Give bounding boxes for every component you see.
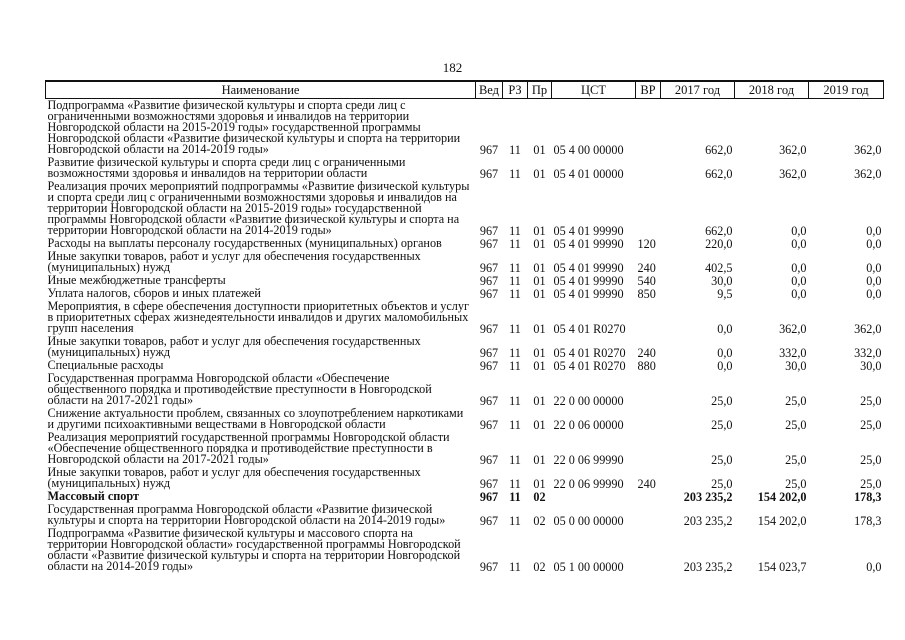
table-row — [46, 156, 884, 180]
row-name: Государственная программа Новгородской области «Развитие физической культуры и спорта на территории Новгородской области на 2014-2019 годы» — [47, 502, 446, 527]
row-2018: 0,0 — [791, 237, 807, 251]
row-cst: 05 4 01 99990 — [553, 287, 624, 301]
row-2018: 0,0 — [791, 224, 807, 238]
row-pr: 01 — [533, 167, 546, 181]
table-row — [46, 250, 884, 274]
row-cst: 05 4 01 99990 — [553, 261, 624, 275]
row-vr: 240 — [637, 346, 656, 360]
row-2019: 362,0 — [854, 143, 882, 157]
row-2018: 332,0 — [779, 346, 807, 360]
row-2017: 0,0 — [717, 322, 733, 336]
row-2017: 30,0 — [711, 274, 733, 288]
table-row — [46, 407, 884, 431]
row-pr: 01 — [533, 274, 546, 288]
row-ved: 967 — [479, 287, 499, 301]
row-2017: 25,0 — [711, 394, 733, 408]
row-2019: 0,0 — [866, 237, 882, 251]
row-2018: 0,0 — [791, 287, 807, 301]
row-2018: 30,0 — [785, 359, 807, 373]
row-2017: 25,0 — [711, 453, 733, 467]
row-2019: 0,0 — [866, 560, 882, 574]
row-cst: 05 4 01 00000 — [553, 167, 624, 181]
row-ved: 967 — [479, 359, 499, 373]
row-2019: 332,0 — [854, 346, 882, 360]
row-ved: 967 — [479, 322, 499, 336]
row-2017: 662,0 — [705, 224, 733, 238]
row-ved: 967 — [479, 167, 499, 181]
row-name: Государственная программа Новгородской области «Обеспечение общественного порядка и противодействие преступности в Новгородской области на 2017-2021 годы» — [47, 371, 432, 407]
row-ved: 967 — [479, 237, 499, 251]
row-vr: 540 — [637, 274, 656, 288]
table-row — [46, 180, 884, 237]
row-vr — [636, 372, 661, 407]
row-rz: 11 — [509, 359, 521, 373]
table-row — [46, 503, 884, 527]
row-pr: 01 — [533, 477, 546, 491]
row-cst: 05 4 01 99990 — [553, 274, 624, 288]
row-rz: 11 — [509, 322, 521, 336]
row-2018: 362,0 — [779, 167, 807, 181]
table-body — [46, 99, 884, 574]
row-pr: 01 — [533, 143, 546, 157]
table-row — [46, 431, 884, 466]
row-vr — [636, 300, 661, 335]
row-2019: 362,0 — [854, 167, 882, 181]
row-pr: 01 — [533, 394, 546, 408]
row-2017: 25,0 — [711, 477, 733, 491]
row-cst: 22 0 06 99990 — [553, 477, 624, 491]
row-2017: 0,0 — [717, 359, 733, 373]
row-ved: 967 — [479, 477, 499, 491]
row-cst: 05 4 01 R0270 — [553, 322, 626, 336]
row-pr: 01 — [533, 237, 546, 251]
row-rz: 11 — [509, 274, 521, 288]
row-rz: 11 — [509, 261, 521, 275]
row-pr: 01 — [533, 261, 546, 275]
row-ved: 967 — [479, 346, 499, 360]
row-ved: 967 — [479, 453, 499, 467]
row-vr: 240 — [637, 261, 656, 275]
row-2017: 662,0 — [705, 167, 733, 181]
row-cst: 22 0 06 99990 — [553, 453, 624, 467]
row-ved: 967 — [479, 224, 499, 238]
row-pr: 01 — [533, 322, 546, 336]
header-pr: Пр — [528, 81, 552, 99]
header-2018: 2018 год — [735, 81, 809, 99]
row-pr: 01 — [533, 418, 546, 432]
row-name: Иные закупки товаров, работ и услуг для обеспечения государственных (муниципальных) нужд — [47, 249, 421, 274]
row-2019: 0,0 — [866, 287, 882, 301]
row-pr: 01 — [533, 346, 546, 360]
row-ved: 967 — [479, 560, 499, 574]
table-row — [46, 372, 884, 407]
row-name: Подпрограмма «Развитие физической культуры и спорта среди лиц с ограниченными возможностями здоровья и инвалидов на территории Новгородской области на 2015-2019 годы» государственной программы Новгородской области «Развитие физической культуры и спорта на территории Новгородской области на 2014-2019 годы» — [47, 98, 461, 156]
row-vr — [636, 156, 661, 180]
row-2018: 154 202,0 — [757, 490, 807, 504]
row-ved: 967 — [479, 490, 499, 504]
table-row — [46, 335, 884, 359]
row-2018: 25,0 — [785, 453, 807, 467]
row-2017: 203 235,2 — [683, 490, 733, 504]
row-name: Иные закупки товаров, работ и услуг для обеспечения государственных (муниципальных) нужд — [47, 334, 421, 359]
row-cst: 05 0 00 00000 — [553, 514, 624, 528]
page-number: 182 — [442, 60, 463, 75]
row-name: Расходы на выплаты персоналу государственных (муниципальных) органов — [47, 236, 442, 250]
row-2018: 25,0 — [785, 394, 807, 408]
row-vr — [636, 407, 661, 431]
row-name: Иные закупки товаров, работ и услуг для обеспечения государственных (муниципальных) нужд — [47, 465, 421, 490]
row-ved: 967 — [479, 261, 499, 275]
row-2018: 0,0 — [791, 261, 807, 275]
row-2017: 203 235,2 — [683, 514, 733, 528]
row-name: Снижение актуальности проблем, связанных со злоупотреблением наркотиками и другими психоактивными веществами в Новгородской области — [47, 406, 464, 431]
row-name: Развитие физической культуры и спорта среди лиц с ограниченными возможностями здоровья и инвалидов на территории области — [47, 155, 406, 180]
header-name: Наименование — [46, 81, 476, 99]
row-2018: 0,0 — [791, 274, 807, 288]
row-cst: 22 0 00 00000 — [553, 394, 624, 408]
row-vr — [636, 180, 661, 237]
row-cst: 05 1 00 00000 — [553, 560, 624, 574]
row-cst: 05 4 01 99990 — [553, 224, 624, 238]
row-2018: 25,0 — [785, 418, 807, 432]
row-vr — [636, 431, 661, 466]
row-rz: 11 — [509, 418, 521, 432]
row-2017: 662,0 — [705, 143, 733, 157]
row-name: Массовый спорт — [47, 489, 140, 503]
row-pr: 02 — [533, 490, 546, 504]
table-row — [46, 466, 884, 490]
row-cst: 22 0 06 00000 — [553, 418, 624, 432]
row-name: Подпрограмма «Развитие физической культуры и массового спорта на территории Новгородской области» государственной программы Новгородской области «Развитие физической культуры и спорта на территории Новгородской области на 2014-2019 годы» — [47, 526, 461, 573]
row-ved: 967 — [479, 143, 499, 157]
row-vr — [636, 503, 661, 527]
row-2017: 220,0 — [705, 237, 733, 251]
header-ved: Вед — [476, 81, 503, 99]
row-2019: 25,0 — [860, 418, 882, 432]
table-header-row — [46, 81, 884, 99]
row-2019: 25,0 — [860, 453, 882, 467]
row-rz: 11 — [509, 453, 521, 467]
row-rz: 11 — [509, 237, 521, 251]
row-cst: 05 4 01 99990 — [553, 237, 624, 251]
row-vr: 240 — [637, 477, 656, 491]
row-vr: 120 — [637, 237, 656, 251]
row-pr: 01 — [533, 453, 546, 467]
row-rz: 11 — [509, 490, 521, 504]
header-cst: ЦСТ — [552, 81, 636, 99]
row-pr: 02 — [533, 514, 546, 528]
row-pr: 02 — [533, 560, 546, 574]
header-2017: 2017 год — [661, 81, 735, 99]
row-2019: 362,0 — [854, 322, 882, 336]
row-vr: 880 — [637, 359, 656, 373]
header-rz: РЗ — [503, 81, 528, 99]
row-cst — [552, 490, 636, 503]
table-row — [46, 99, 884, 157]
row-ved: 967 — [479, 418, 499, 432]
row-vr: 850 — [637, 287, 656, 301]
row-cst: 05 4 00 00000 — [553, 143, 624, 157]
row-2019: 0,0 — [866, 274, 882, 288]
row-2017: 203 235,2 — [683, 560, 733, 574]
row-name: Реализация мероприятий государственной программы Новгородской области «Обеспечение общественного порядка и противодействие преступности в Новгородской области на 2017-2021 годы» — [47, 430, 450, 466]
header-vr: ВР — [636, 81, 661, 99]
row-2019: 178,3 — [854, 490, 882, 504]
row-2019: 25,0 — [860, 394, 882, 408]
row-cst: 05 4 01 R0270 — [553, 359, 626, 373]
row-rz: 11 — [509, 224, 521, 238]
row-pr: 01 — [533, 359, 546, 373]
row-2019: 25,0 — [860, 477, 882, 491]
row-2018: 154 202,0 — [757, 514, 807, 528]
row-name: Реализация прочих мероприятий подпрограммы «Развитие физической культуры и спорта среди лиц с ограниченными возможностями здоровья и инвалидов на территории Новгородской области на 2015-2019 годы» государственной программы Новгородской области «Развитие физической культуры и спорта на территории Новгородской области на 2014-2019 годы» — [47, 179, 470, 237]
row-2017: 402,5 — [705, 261, 733, 275]
row-2019: 178,3 — [854, 514, 882, 528]
row-rz: 11 — [509, 167, 521, 181]
row-2019: 30,0 — [860, 359, 882, 373]
row-name: Мероприятия, в сфере обеспечения доступности приоритетных объектов и услуг в приоритетных сферах жизнедеятельности инвалидов и других маломобильных групп населения — [47, 299, 469, 335]
row-2018: 362,0 — [779, 322, 807, 336]
row-rz: 11 — [509, 394, 521, 408]
row-2017: 25,0 — [711, 418, 733, 432]
row-name: Специальные расходы — [47, 358, 164, 372]
row-rz: 11 — [509, 287, 521, 301]
row-2019: 0,0 — [866, 224, 882, 238]
row-name: Иные межбюджетные трансферты — [47, 273, 226, 287]
row-2017: 0,0 — [717, 346, 733, 360]
row-ved: 967 — [479, 394, 499, 408]
row-rz: 11 — [509, 514, 521, 528]
row-name: Уплата налогов, сборов и иных платежей — [47, 286, 261, 300]
row-rz: 11 — [509, 477, 521, 491]
row-ved: 967 — [479, 274, 499, 288]
budget-table — [45, 80, 884, 573]
table-row — [46, 527, 884, 573]
row-rz: 11 — [509, 143, 521, 157]
row-2019: 0,0 — [866, 261, 882, 275]
row-vr — [636, 99, 661, 157]
row-ved: 967 — [479, 514, 499, 528]
row-pr: 01 — [533, 224, 546, 238]
table-row — [46, 300, 884, 335]
row-rz: 11 — [509, 346, 521, 360]
header-2019: 2019 год — [809, 81, 884, 99]
row-2018: 362,0 — [779, 143, 807, 157]
row-vr — [636, 527, 661, 573]
row-2018: 25,0 — [785, 477, 807, 491]
row-2017: 9,5 — [717, 287, 733, 301]
row-rz: 11 — [509, 560, 521, 574]
row-vr — [636, 490, 661, 503]
row-cst: 05 4 01 R0270 — [553, 346, 626, 360]
row-2018: 154 023,7 — [757, 560, 807, 574]
row-pr: 01 — [533, 287, 546, 301]
